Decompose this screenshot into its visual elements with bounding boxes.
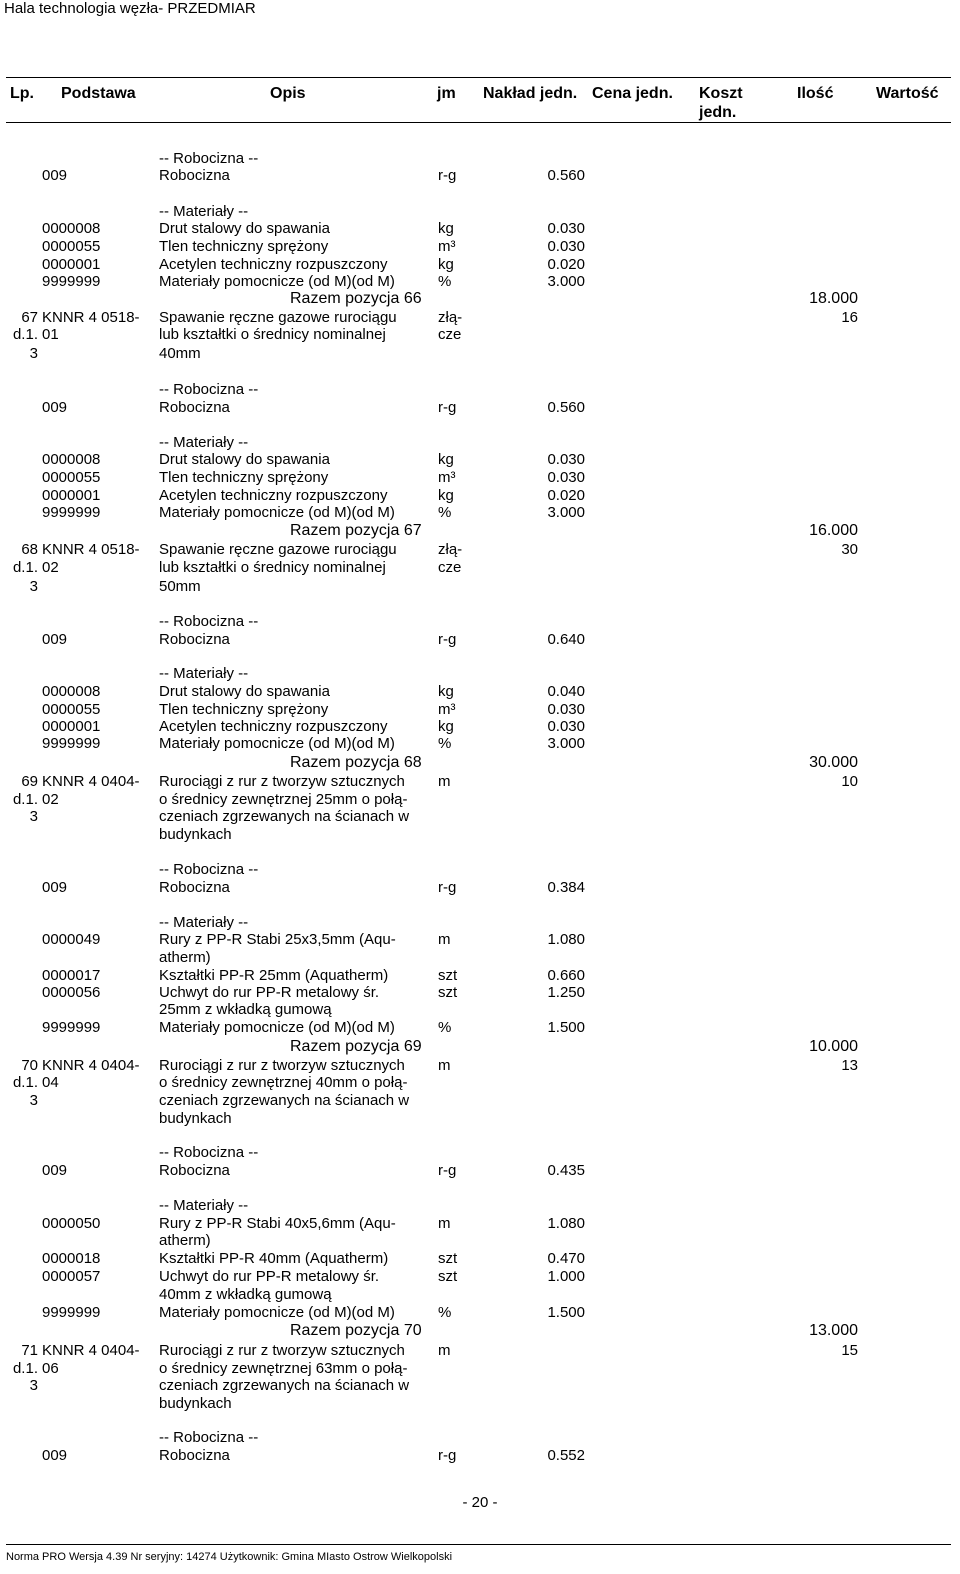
footer-divider <box>6 1544 951 1545</box>
cell-jm: m³ <box>438 701 456 718</box>
cell-opis: Robocizna <box>159 167 230 184</box>
cell-podstawa: 009 <box>42 399 68 416</box>
cell-naklad: 1.080 <box>547 1215 585 1232</box>
position-total-label: Razem pozycja 69 <box>290 1038 422 1055</box>
cell-lp: d.1. <box>12 559 38 576</box>
cell-ilosc: 16 <box>841 309 858 326</box>
cell-opis: -- Robocizna -- <box>159 613 259 630</box>
cell-jm: % <box>438 1019 452 1036</box>
cell-jm: złą- <box>438 309 463 326</box>
position-total-label: Razem pozycja 67 <box>290 522 422 539</box>
cell-naklad: 0.020 <box>547 487 585 504</box>
header-koszt: Koszt <box>699 85 743 102</box>
cell-opis: Materiały pomocnicze (od M)(od M) <box>159 1019 395 1036</box>
cell-podstawa: 009 <box>42 879 68 896</box>
cell-jm: r-g <box>438 1162 457 1179</box>
cell-jm: m <box>438 1057 451 1074</box>
document-title: Hala technologia węzła- PRZEDMIAR <box>4 0 256 17</box>
cell-podstawa: 0000057 <box>42 1268 101 1285</box>
cell-lp: d.1. <box>12 1360 38 1377</box>
cell-naklad: 0.384 <box>547 879 585 896</box>
cell-opis: -- Materiały -- <box>159 1197 249 1214</box>
cell-lp: 68 <box>21 541 38 558</box>
cell-podstawa: 009 <box>42 1447 68 1464</box>
footer-text: Norma PRO Wersja 4.39 Nr seryjny: 14274 Użytkownik: Gmina MIasto Ostrow Wielkopolski <box>6 1551 453 1563</box>
cell-podstawa: 009 <box>42 167 68 184</box>
cell-podstawa: 0000056 <box>42 984 101 1001</box>
cell-lp: 67 <box>21 309 38 326</box>
cell-naklad: 0.020 <box>547 256 585 273</box>
cell-opis: czeniach zgrzewanych na ścianach w <box>159 808 410 825</box>
cell-opis: -- Materiały -- <box>159 665 249 682</box>
cell-podstawa: 0000001 <box>42 487 101 504</box>
cell-podstawa: KNNR 4 0518- <box>42 309 140 326</box>
position-total-value: 16.000 <box>809 522 858 539</box>
cell-podstawa: KNNR 4 0404- <box>42 773 140 790</box>
cell-ilosc: 13 <box>841 1057 858 1074</box>
cell-podstawa: 0000050 <box>42 1215 101 1232</box>
cell-opis: Spawanie ręczne gazowe rurociągu <box>159 309 397 326</box>
cell-jm: m <box>438 931 451 948</box>
cell-opis: -- Materiały -- <box>159 434 249 451</box>
cell-podstawa: 9999999 <box>42 504 101 521</box>
cell-opis: Drut stalowy do spawania <box>159 220 330 237</box>
cell-naklad: 3.000 <box>547 273 585 290</box>
header-ilosc: Ilość <box>797 85 834 102</box>
cell-podstawa: 0000008 <box>42 683 101 700</box>
cell-podstawa: 06 <box>42 1360 59 1377</box>
cell-jm: r-g <box>438 399 457 416</box>
header-naklad: Nakład jedn. <box>483 85 578 102</box>
header-jm: jm <box>437 85 456 102</box>
position-total-value: 30.000 <box>809 754 858 771</box>
cell-podstawa: KNNR 4 0404- <box>42 1057 140 1074</box>
cell-opis: -- Robocizna -- <box>159 1429 259 1446</box>
cell-jm: szt <box>438 1268 458 1285</box>
cell-naklad: 3.000 <box>547 504 585 521</box>
cell-naklad: 0.040 <box>547 683 585 700</box>
cell-podstawa: 0000001 <box>42 256 101 273</box>
cell-opis: Uchwyt do rur PP-R metalowy śr. <box>159 1268 380 1285</box>
cell-jm: szt <box>438 984 458 1001</box>
cell-podstawa: 02 <box>42 791 59 808</box>
cell-opis: czeniach zgrzewanych na ścianach w <box>159 1377 410 1394</box>
cell-lp: 3 <box>29 578 38 595</box>
cell-naklad: 0.030 <box>547 469 585 486</box>
cell-naklad: 0.435 <box>547 1162 585 1179</box>
cell-jm: cze <box>438 559 462 576</box>
cell-opis: -- Materiały -- <box>159 914 249 931</box>
header-koszt-jedn: jedn. <box>699 104 737 121</box>
cell-jm: m³ <box>438 469 456 486</box>
header-wartosc: Wartość <box>876 85 939 102</box>
cell-naklad: 1.000 <box>547 1268 585 1285</box>
cell-podstawa: 009 <box>42 631 68 648</box>
cell-opis: Robocizna <box>159 1162 230 1179</box>
cell-opis: Kształtki PP-R 40mm (Aquatherm) <box>159 1250 389 1267</box>
cell-podstawa: 0000049 <box>42 931 101 948</box>
cell-opis: 40mm z wkładką gumową <box>159 1286 332 1303</box>
cell-jm: % <box>438 273 452 290</box>
cell-opis: Robocizna <box>159 879 230 896</box>
cell-jm: cze <box>438 326 462 343</box>
cell-podstawa: 9999999 <box>42 735 101 752</box>
cell-jm: szt <box>438 967 458 984</box>
cell-jm: złą- <box>438 541 463 558</box>
cell-podstawa: 9999999 <box>42 1304 101 1321</box>
cell-lp: 70 <box>21 1057 38 1074</box>
cell-opis: o średnicy zewnętrznej 25mm o połą- <box>159 791 408 808</box>
cell-jm: m <box>438 1342 451 1359</box>
cell-opis: lub kształtki o średnicy nominalnej <box>159 326 386 343</box>
cell-opis: -- Robocizna -- <box>159 381 259 398</box>
cell-opis: Robocizna <box>159 631 230 648</box>
cell-naklad: 0.030 <box>547 701 585 718</box>
cell-opis: Robocizna <box>159 1447 230 1464</box>
cell-opis: Rury z PP-R Stabi 40x5,6mm (Aqu- <box>159 1215 396 1232</box>
cell-lp: d.1. <box>12 1074 38 1091</box>
cell-opis: Tlen techniczny sprężony <box>159 701 329 718</box>
cell-podstawa: KNNR 4 0518- <box>42 541 140 558</box>
cell-jm: r-g <box>438 631 457 648</box>
cell-lp: 3 <box>29 345 38 362</box>
position-total-value: 10.000 <box>809 1038 858 1055</box>
cell-jm: r-g <box>438 1447 457 1464</box>
cell-ilosc: 15 <box>841 1342 858 1359</box>
cell-jm: r-g <box>438 167 457 184</box>
cell-opis: Robocizna <box>159 399 230 416</box>
cell-jm: m³ <box>438 238 456 255</box>
cell-opis: Acetylen techniczny rozpuszczony <box>159 487 388 504</box>
cell-opis: Materiały pomocnicze (od M)(od M) <box>159 735 395 752</box>
cell-podstawa: 01 <box>42 326 59 343</box>
cell-lp: 3 <box>29 1092 38 1109</box>
cell-podstawa: 0000055 <box>42 238 101 255</box>
cell-opis: Drut stalowy do spawania <box>159 451 330 468</box>
cell-podstawa: 0000055 <box>42 701 101 718</box>
cell-opis: czeniach zgrzewanych na ścianach w <box>159 1092 410 1109</box>
cell-jm: kg <box>438 487 454 504</box>
cell-lp: 71 <box>21 1342 38 1359</box>
cell-opis: 25mm z wkładką gumową <box>159 1001 332 1018</box>
cell-opis: Rurociągi z rur z tworzyw sztucznych <box>159 1342 405 1359</box>
cell-jm: kg <box>438 451 454 468</box>
cell-opis: o średnicy zewnętrznej 40mm o połą- <box>159 1074 408 1091</box>
cell-opis: Uchwyt do rur PP-R metalowy śr. <box>159 984 380 1001</box>
cell-lp: d.1. <box>12 791 38 808</box>
cell-podstawa: 9999999 <box>42 1019 101 1036</box>
position-total-label: Razem pozycja 66 <box>290 290 422 307</box>
cell-podstawa: KNNR 4 0404- <box>42 1342 140 1359</box>
cell-opis: Rurociągi z rur z tworzyw sztucznych <box>159 773 405 790</box>
cell-naklad: 1.500 <box>547 1019 585 1036</box>
cell-opis: Spawanie ręczne gazowe rurociągu <box>159 541 397 558</box>
cell-naklad: 0.552 <box>547 1447 585 1464</box>
cell-opis: Tlen techniczny sprężony <box>159 238 329 255</box>
cell-opis: Acetylen techniczny rozpuszczony <box>159 256 388 273</box>
cell-jm: r-g <box>438 879 457 896</box>
cell-naklad: 0.030 <box>547 718 585 735</box>
cell-podstawa: 04 <box>42 1074 59 1091</box>
cell-naklad: 0.030 <box>547 451 585 468</box>
cell-lp: 69 <box>21 773 38 790</box>
cell-ilosc: 30 <box>841 541 858 558</box>
cell-podstawa: 0000008 <box>42 220 101 237</box>
cell-lp: d.1. <box>12 326 38 343</box>
header-opis: Opis <box>270 85 306 102</box>
cell-jm: kg <box>438 256 454 273</box>
cell-jm: kg <box>438 718 454 735</box>
cell-naklad: 0.030 <box>547 220 585 237</box>
cell-podstawa: 0000001 <box>42 718 101 735</box>
cell-podstawa: 0000008 <box>42 451 101 468</box>
cell-opis: -- Robocizna -- <box>159 861 259 878</box>
cell-naklad: 0.660 <box>547 967 585 984</box>
cell-opis: 50mm <box>159 578 201 595</box>
cell-naklad: 0.030 <box>547 238 585 255</box>
cell-naklad: 0.560 <box>547 399 585 416</box>
cell-jm: szt <box>438 1250 458 1267</box>
cell-podstawa: 0000018 <box>42 1250 101 1267</box>
cell-opis: atherm) <box>159 949 211 966</box>
cell-opis: budynkach <box>159 826 232 843</box>
cell-podstawa: 0000055 <box>42 469 101 486</box>
cell-podstawa: 02 <box>42 559 59 576</box>
cell-naklad: 1.500 <box>547 1304 585 1321</box>
cell-lp: 3 <box>29 808 38 825</box>
cell-jm: m <box>438 773 451 790</box>
position-total-value: 18.000 <box>809 290 858 307</box>
cell-opis: Materiały pomocnicze (od M)(od M) <box>159 273 395 290</box>
cell-opis: Acetylen techniczny rozpuszczony <box>159 718 388 735</box>
page-number: - 20 - <box>462 1494 498 1511</box>
cell-lp: 3 <box>29 1377 38 1394</box>
cell-opis: o średnicy zewnętrznej 63mm o połą- <box>159 1360 408 1377</box>
cell-opis: atherm) <box>159 1232 211 1249</box>
cell-opis: budynkach <box>159 1110 232 1127</box>
cell-opis: 40mm <box>159 345 201 362</box>
cell-opis: Materiały pomocnicze (od M)(od M) <box>159 1304 395 1321</box>
cell-opis: Materiały pomocnicze (od M)(od M) <box>159 504 395 521</box>
cell-jm: kg <box>438 683 454 700</box>
position-total-label: Razem pozycja 68 <box>290 754 422 771</box>
header-podstawa: Podstawa <box>61 85 136 102</box>
header-lp: Lp. <box>10 85 34 102</box>
cell-opis: Rury z PP-R Stabi 25x3,5mm (Aqu- <box>159 931 396 948</box>
position-total-label: Razem pozycja 70 <box>290 1322 422 1339</box>
cell-podstawa: 9999999 <box>42 273 101 290</box>
cell-ilosc: 10 <box>841 773 858 790</box>
header-cena: Cena jedn. <box>592 85 673 102</box>
cell-opis: Kształtki PP-R 25mm (Aquatherm) <box>159 967 389 984</box>
cell-jm: kg <box>438 220 454 237</box>
cell-podstawa: 0000017 <box>42 967 101 984</box>
cell-opis: Rurociągi z rur z tworzyw sztucznych <box>159 1057 405 1074</box>
cell-opis: Drut stalowy do spawania <box>159 683 330 700</box>
cell-jm: m <box>438 1215 451 1232</box>
position-total-value: 13.000 <box>809 1322 858 1339</box>
cell-jm: % <box>438 1304 452 1321</box>
cell-opis: -- Robocizna -- <box>159 1144 259 1161</box>
cell-naklad: 0.560 <box>547 167 585 184</box>
cell-podstawa: 009 <box>42 1162 68 1179</box>
cell-naklad: 0.470 <box>547 1250 585 1267</box>
cell-opis: budynkach <box>159 1395 232 1412</box>
cell-opis: -- Robocizna -- <box>159 150 259 167</box>
cell-jm: % <box>438 735 452 752</box>
cell-opis: -- Materiały -- <box>159 203 249 220</box>
cell-naklad: 0.640 <box>547 631 585 648</box>
cell-naklad: 3.000 <box>547 735 585 752</box>
cell-jm: % <box>438 504 452 521</box>
cell-opis: lub kształtki o średnicy nominalnej <box>159 559 386 576</box>
cell-opis: Tlen techniczny sprężony <box>159 469 329 486</box>
cell-naklad: 1.080 <box>547 931 585 948</box>
cell-naklad: 1.250 <box>547 984 585 1001</box>
